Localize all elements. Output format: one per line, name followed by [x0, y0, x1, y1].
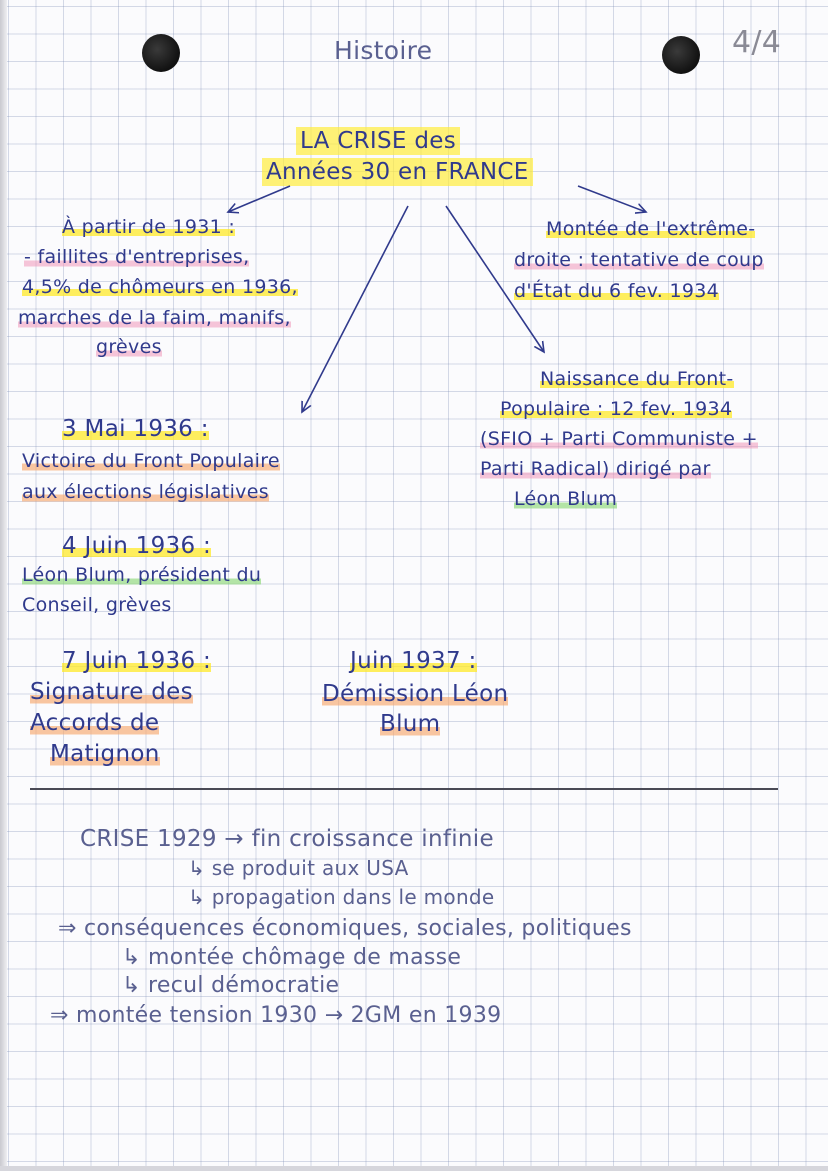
notes-line-3: ↳ propagation dans le monde: [188, 885, 495, 909]
event-extreme-droite-line-2-text: droite : tentative de coup: [514, 249, 764, 271]
notes-line-1: CRISE 1929 → fin croissance infinie: [80, 826, 494, 852]
notes-line-5: ↳ montée chômage de masse: [122, 945, 462, 970]
notes-line-7: ⇒ montée tension 1930 → 2GM en 1939: [50, 1003, 502, 1028]
title-line-1-text: LA CRISE des: [296, 127, 460, 155]
event-mai-1936-date: [62, 418, 209, 441]
event-1931-date-text: À partir de 1931 :: [62, 216, 236, 238]
event-7-juin-1936-line-3: [50, 743, 160, 766]
event-4-juin-1936-line-1: [22, 566, 261, 585]
event-front-populaire-line-3-text: (SFIO + Parti Communiste +: [480, 428, 758, 450]
title-line-2-text: Années 30 en FRANCE: [262, 158, 533, 186]
event-juin-1937-line-2: [380, 713, 440, 736]
event-7-juin-1936-line-1: [30, 681, 193, 704]
event-juin-1937-line-2-text: Blum: [380, 711, 441, 737]
event-1931-line-3-text: marches de la faim, manifs,: [18, 307, 291, 329]
event-4-juin-1936-line-1-text: Léon Blum, président du: [22, 564, 262, 586]
notes-line-6: ↳ recul démocratie: [122, 973, 340, 998]
notes-line-4: ⇒ conséquences économiques, sociales, politiques: [58, 916, 632, 941]
event-front-populaire-line-1: [540, 370, 734, 389]
event-extreme-droite-line-3: [514, 282, 719, 301]
event-mai-1936-date-text: 3 Mai 1936 :: [62, 416, 209, 442]
event-extreme-droite-line-1-text: Montée de l'extrême-: [546, 218, 756, 240]
event-7-juin-1936-date-text: 7 Juin 1936 :: [62, 648, 212, 674]
event-1931-line-2: [22, 278, 298, 297]
event-front-populaire-line-4-text: Parti Radical) dirigé par: [480, 458, 711, 480]
event-7-juin-1936-line-3-text: Matignon: [50, 741, 160, 767]
event-front-populaire-line-3: [480, 430, 758, 449]
event-4-juin-1936-line-2: Conseil, grèves: [22, 594, 172, 616]
event-extreme-droite-line-3-text: d'État du 6 fev. 1934: [514, 280, 720, 302]
event-1931-line-4: [96, 338, 162, 357]
section-divider: [30, 788, 778, 790]
arrow-to-front-populaire: [446, 206, 544, 352]
event-mai-1936-line-2: [22, 483, 269, 502]
event-juin-1937-date: [350, 650, 477, 673]
event-front-populaire-line-1-text: Naissance du Front-: [540, 368, 734, 390]
arrow-to-1931: [228, 186, 290, 212]
arrow-to-extreme-droite: [578, 186, 646, 212]
event-1931-line-4-text: grèves: [96, 336, 162, 358]
arrow-to-mai-1936: [302, 206, 408, 412]
event-4-juin-1936-date-text: 4 Juin 1936 :: [62, 533, 212, 559]
event-front-populaire-line-4: [480, 460, 711, 479]
event-1931-line-1: [24, 248, 249, 267]
event-7-juin-1936-line-1-text: Signature des: [30, 679, 193, 705]
event-7-juin-1936-line-2-text: Accords de: [30, 710, 160, 736]
event-1931-date: [62, 218, 235, 237]
event-front-populaire-line-2-text: Populaire : 12 fev. 1934: [500, 398, 733, 420]
event-1931-line-1-text: - faillites d'entreprises,: [24, 246, 250, 268]
notes-line-2: ↳ se produit aux USA: [188, 856, 409, 880]
event-1931-line-2-text: 4,5% de chômeurs en 1936,: [22, 276, 298, 298]
subject-heading: Histoire: [334, 36, 433, 65]
event-4-juin-1936-date: [62, 535, 211, 558]
event-7-juin-1936-date: [62, 650, 211, 673]
page-number: 4/4: [732, 25, 782, 60]
event-front-populaire-line-2: [500, 400, 732, 419]
event-front-populaire-line-5-text: Léon Blum: [514, 488, 618, 510]
event-1931-line-3: [18, 309, 291, 328]
event-juin-1937-line-1-text: Démission Léon: [322, 681, 509, 707]
event-juin-1937-line-1: [322, 683, 508, 706]
event-extreme-droite-line-2: [514, 251, 764, 270]
event-front-populaire-line-5: [514, 490, 617, 509]
event-7-juin-1936-line-2: [30, 712, 159, 735]
event-extreme-droite-line-1: [546, 220, 755, 239]
event-mai-1936-line-1-text: Victoire du Front Populaire: [22, 450, 280, 472]
event-mai-1936-line-1: [22, 452, 280, 471]
event-juin-1937-date-text: Juin 1937 :: [350, 648, 477, 674]
event-mai-1936-line-2-text: aux élections législatives: [22, 481, 269, 503]
